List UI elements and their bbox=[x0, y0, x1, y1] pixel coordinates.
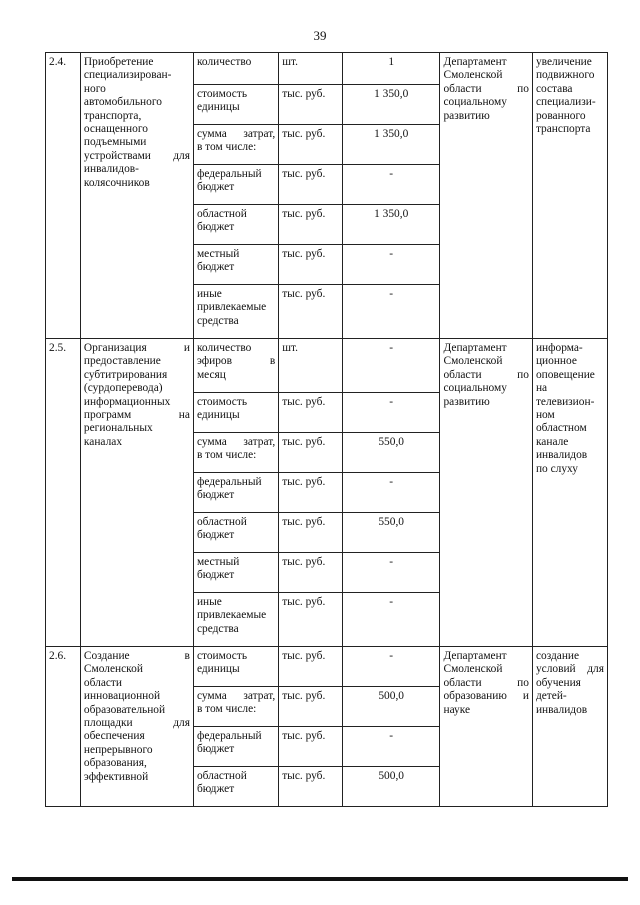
indicator-cell bbox=[193, 165, 278, 205]
activity-name-line: информационных bbox=[83, 395, 171, 408]
activity-name-line: обеспечения bbox=[83, 730, 145, 743]
unit-cell: тыс. руб. bbox=[279, 205, 343, 245]
indicator-line: средства bbox=[196, 314, 239, 327]
indicator-line: бюджет bbox=[196, 261, 235, 274]
indicator-line: федеральный bbox=[196, 730, 262, 742]
indicator-line: бюджет bbox=[196, 569, 235, 582]
indicator-cell bbox=[193, 393, 278, 433]
indicator-line: областной bbox=[196, 208, 247, 220]
indicator-line: областной bbox=[196, 770, 247, 782]
program-table bbox=[45, 52, 608, 807]
indicator-line: средства bbox=[196, 622, 239, 635]
indicator-cell bbox=[193, 473, 278, 513]
result-line: ционное bbox=[535, 355, 577, 368]
activity-name bbox=[80, 339, 193, 647]
indicator-cell bbox=[193, 125, 278, 165]
unit-cell: шт. bbox=[279, 53, 343, 85]
result-line: по слуху bbox=[535, 462, 578, 475]
indicator-line: стоимость bbox=[196, 88, 248, 100]
value-cell: 550,0 bbox=[342, 433, 440, 473]
indicator-cell bbox=[193, 53, 278, 85]
activity-name-line: инвалидов- bbox=[83, 163, 139, 176]
activity-name-line: образовательной bbox=[83, 703, 166, 716]
value-cell: 500,0 bbox=[342, 767, 440, 807]
activity-name-line: подъемными bbox=[83, 136, 147, 149]
indicator-line: эфиров в bbox=[196, 355, 276, 368]
activity-name-line: инновационной bbox=[83, 690, 161, 703]
indicator-line: местный bbox=[196, 248, 240, 260]
indicator-line: местный bbox=[196, 556, 240, 568]
indicator-line: в том числе: bbox=[196, 141, 257, 154]
result-line: областном bbox=[535, 422, 587, 435]
activity-name-line: ного bbox=[83, 82, 106, 95]
activity-name-line: (сурдоперевода) bbox=[83, 382, 163, 395]
executor-line: Смоленской bbox=[443, 69, 503, 82]
activity-name-line: площадки для bbox=[83, 717, 190, 730]
value-cell: 1 bbox=[342, 53, 440, 85]
page-number: 39 bbox=[313, 28, 327, 43]
activity-name-line: образования, bbox=[83, 757, 147, 770]
unit-cell: тыс. руб. bbox=[279, 767, 343, 807]
indicator-cell bbox=[193, 513, 278, 553]
result-line: канале bbox=[535, 435, 569, 448]
indicator-cell bbox=[193, 767, 278, 807]
indicator-line: иные bbox=[196, 288, 222, 300]
executor-line: развитию bbox=[443, 395, 490, 408]
value-cell: 550,0 bbox=[342, 513, 440, 553]
indicator-line: месяц bbox=[196, 368, 226, 381]
activity-name-line: устройствами для bbox=[83, 149, 190, 162]
unit-cell: тыс. руб. bbox=[279, 553, 343, 593]
table-row bbox=[46, 53, 608, 85]
indicator-cell bbox=[193, 85, 278, 125]
indicator-line: бюджет bbox=[196, 221, 235, 234]
activity-name-line: эффективной bbox=[83, 770, 149, 783]
activity-name-line: каналах bbox=[83, 435, 123, 448]
result-line: инвалидов bbox=[535, 703, 588, 716]
activity-name-line: Приобретение bbox=[83, 56, 154, 68]
activity-name-line: программ на bbox=[83, 409, 190, 422]
value-cell: 1 350,0 bbox=[342, 85, 440, 125]
value-cell: - bbox=[342, 165, 440, 205]
activity-name-line: субтитрирования bbox=[83, 368, 168, 381]
indicator-cell bbox=[193, 727, 278, 767]
indicator-line: единицы bbox=[196, 663, 240, 676]
result-cell bbox=[532, 647, 607, 807]
result-line: инвалидов bbox=[535, 449, 588, 462]
activity-name-line: области bbox=[83, 676, 122, 689]
executor-cell bbox=[440, 53, 532, 339]
indicator-cell bbox=[193, 285, 278, 339]
result-line: рованного bbox=[535, 109, 586, 122]
unit-cell: тыс. руб. bbox=[279, 727, 343, 767]
activity-name-line: Смоленской bbox=[83, 663, 143, 676]
indicator-line: стоимость bbox=[196, 650, 248, 662]
indicator-cell bbox=[193, 339, 278, 393]
executor-line: социальному bbox=[443, 96, 507, 109]
section-number: 2.4. bbox=[46, 53, 81, 339]
activity-name-line: специализирован- bbox=[83, 69, 172, 82]
indicator-line: бюджет bbox=[196, 529, 235, 542]
indicator-line: областной bbox=[196, 516, 247, 528]
activity-name-line: оснащенного bbox=[83, 123, 148, 136]
activity-name-line: колясочников bbox=[83, 176, 150, 189]
value-cell: 500,0 bbox=[342, 687, 440, 727]
result-line: на bbox=[535, 382, 548, 395]
value-cell: - bbox=[342, 593, 440, 647]
indicator-line: сумма затрат, bbox=[196, 436, 276, 448]
result-line: телевизион- bbox=[535, 395, 595, 408]
executor-line: образованию и bbox=[443, 690, 529, 703]
indicator-line: федеральный bbox=[196, 476, 262, 488]
result-line: обучения bbox=[535, 676, 581, 689]
program-table-body bbox=[46, 53, 608, 807]
indicator-line: стоимость bbox=[196, 396, 248, 408]
activity-name-line: Организация и bbox=[83, 342, 190, 354]
unit-cell: тыс. руб. bbox=[279, 165, 343, 205]
result-line: состава bbox=[535, 82, 573, 95]
value-cell: - bbox=[342, 647, 440, 687]
activity-name-line: автомобильного bbox=[83, 96, 162, 109]
indicator-line: в том числе: bbox=[196, 703, 257, 716]
executor-line: социальному bbox=[443, 382, 507, 395]
indicator-line: сумма затрат, bbox=[196, 128, 276, 140]
indicator-cell bbox=[193, 433, 278, 473]
indicator-line: привлекаемые bbox=[196, 609, 267, 622]
executor-line: развитию bbox=[443, 109, 490, 122]
value-cell: - bbox=[342, 245, 440, 285]
executor-line: Смоленской bbox=[443, 663, 503, 676]
table-row bbox=[46, 339, 608, 393]
result-line: информа- bbox=[535, 342, 583, 354]
value-cell: - bbox=[342, 473, 440, 513]
executor-line: Департамент bbox=[443, 56, 507, 68]
result-line: специализи- bbox=[535, 96, 596, 109]
indicator-cell bbox=[193, 553, 278, 593]
value-cell: 1 350,0 bbox=[342, 125, 440, 165]
unit-cell: тыс. руб. bbox=[279, 85, 343, 125]
indicator-line: единицы bbox=[196, 101, 240, 114]
indicator-line: бюджет bbox=[196, 489, 235, 502]
indicator-line: количество bbox=[196, 342, 252, 354]
result-cell bbox=[532, 53, 607, 339]
unit-cell: тыс. руб. bbox=[279, 593, 343, 647]
indicator-line: сумма затрат, bbox=[196, 690, 276, 702]
indicator-cell bbox=[193, 593, 278, 647]
result-cell bbox=[532, 339, 607, 647]
executor-line: Смоленской bbox=[443, 355, 503, 368]
indicator-line: бюджет bbox=[196, 743, 235, 756]
unit-cell: тыс. руб. bbox=[279, 393, 343, 433]
executor-line: области по bbox=[443, 676, 529, 689]
unit-cell: тыс. руб. bbox=[279, 125, 343, 165]
activity-name bbox=[80, 647, 193, 807]
activity-name-line: непрерывного bbox=[83, 743, 153, 756]
activity-name-line: региональных bbox=[83, 422, 153, 435]
unit-cell: тыс. руб. bbox=[279, 647, 343, 687]
indicator-line: количество bbox=[196, 56, 252, 68]
value-cell: - bbox=[342, 553, 440, 593]
unit-cell: тыс. руб. bbox=[279, 687, 343, 727]
activity-name-line: Создание в bbox=[83, 650, 190, 662]
result-line: условий для bbox=[535, 663, 604, 676]
executor-cell bbox=[440, 339, 532, 647]
indicator-line: бюджет bbox=[196, 181, 235, 194]
indicator-cell bbox=[193, 647, 278, 687]
result-line: создание bbox=[535, 650, 580, 662]
value-cell: - bbox=[342, 285, 440, 339]
section-number: 2.5. bbox=[46, 339, 81, 647]
executor-line: Департамент bbox=[443, 342, 507, 354]
table-row bbox=[46, 647, 608, 687]
activity-name bbox=[80, 53, 193, 339]
activity-name-line: транспорта, bbox=[83, 109, 142, 122]
result-line: ном bbox=[535, 409, 555, 422]
indicator-line: единицы bbox=[196, 409, 240, 422]
activity-name-line: предоставление bbox=[83, 355, 161, 368]
value-cell: 1 350,0 bbox=[342, 205, 440, 245]
section-number: 2.6. bbox=[46, 647, 81, 807]
indicator-cell bbox=[193, 687, 278, 727]
result-line: увеличение bbox=[535, 56, 592, 68]
result-line: подвижного bbox=[535, 69, 595, 82]
value-cell: - bbox=[342, 727, 440, 767]
executor-line: области по bbox=[443, 82, 529, 95]
value-cell: - bbox=[342, 393, 440, 433]
indicator-line: федеральный bbox=[196, 168, 262, 180]
indicator-line: привлекаемые bbox=[196, 301, 267, 314]
executor-line: области по bbox=[443, 368, 529, 381]
unit-cell: тыс. руб. bbox=[279, 473, 343, 513]
indicator-cell bbox=[193, 245, 278, 285]
indicator-cell bbox=[193, 205, 278, 245]
result-line: детей- bbox=[535, 690, 567, 703]
unit-cell: шт. bbox=[279, 339, 343, 393]
indicator-line: иные bbox=[196, 596, 222, 608]
result-line: транспорта bbox=[535, 123, 591, 136]
executor-cell bbox=[440, 647, 532, 807]
unit-cell: тыс. руб. bbox=[279, 285, 343, 339]
unit-cell: тыс. руб. bbox=[279, 245, 343, 285]
unit-cell: тыс. руб. bbox=[279, 433, 343, 473]
bottom-rule bbox=[12, 877, 628, 881]
value-cell: - bbox=[342, 339, 440, 393]
indicator-line: в том числе: bbox=[196, 449, 257, 462]
executor-line: науке bbox=[443, 703, 471, 716]
unit-cell: тыс. руб. bbox=[279, 513, 343, 553]
executor-line: Департамент bbox=[443, 650, 507, 662]
indicator-line: бюджет bbox=[196, 783, 235, 796]
result-line: оповещение bbox=[535, 368, 595, 381]
